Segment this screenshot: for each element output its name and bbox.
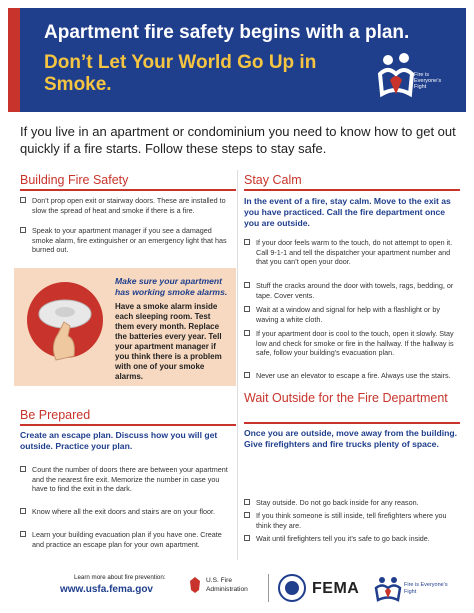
list-item: Stay outside. Do not go back inside for any reason. <box>244 498 458 508</box>
list-item: If your apartment door is cool to the touch, open it slowly. Stay low and check for smoke or fire in the hallway. If the hallway is safe, follow your building’s evacuation plan. <box>244 329 458 358</box>
usfa-seal-icon <box>188 576 202 594</box>
list-item: Don’t prop open exit or stairway doors. These are installed to slow the spread of heat and smoke if there is a fire. <box>20 196 234 215</box>
list-item: Stuff the cracks around the door with towels, rags, bedding, or tape. Cover vents. <box>244 281 458 300</box>
list-item: Wait until firefighters tell you it’s safe to go back inside. <box>244 534 458 544</box>
section-rule <box>244 422 460 424</box>
section-title-outside: Wait Outside for the Fire Department <box>244 391 448 405</box>
calm-lead: In the event of a fire, stay calm. Move to the exit as you have practiced. Call the fire department once you are outside. <box>244 196 451 228</box>
usfa-text: U.S. Fire Administration <box>206 577 248 593</box>
checkbox-icon <box>20 531 26 537</box>
checkbox-icon <box>20 508 26 514</box>
checkbox-icon <box>244 282 250 288</box>
fema-logo-text: FEMA <box>312 580 360 597</box>
list-item: If you think someone is still inside, tell firefighters where you think they are. <box>244 511 458 530</box>
list-item: Count the number of doors there are between your apartment and the nearest fire exit. Memorize the number in case you have to find the exit in the dark. <box>20 465 234 494</box>
dhs-seal-icon <box>278 574 306 602</box>
fire-is-everyones-fight-footer-icon <box>374 574 402 602</box>
section-title-building: Building Fire Safety <box>20 173 129 187</box>
footer-learn-text: Learn more about fire prevention: <box>74 574 166 581</box>
prepared-lead: Create an escape plan. Discuss how you will get outside. Practice your plan. <box>20 430 218 451</box>
checkbox-icon <box>244 499 250 505</box>
checkbox-icon <box>244 535 250 541</box>
section-title-calm: Stay Calm <box>244 173 302 187</box>
checkbox-icon <box>244 239 250 245</box>
list-item: If your door feels warm to the touch, do not attempt to open it. Call 9-1-1 and tell the dispatcher your apartment number and that you can’t open your door. <box>244 238 458 267</box>
checkbox-icon <box>20 197 26 203</box>
outside-lead: Once you are outside, move away from the building. Give firefighters and fire trucks plenty of space. <box>244 428 457 449</box>
intro-text: If you live in an apartment or condominium you need to know how to get out quickly if a fire starts. Follow these steps to stay safe. <box>20 124 456 156</box>
section-rule <box>20 189 236 191</box>
list-item: Never use an elevator to escape a fire. Always use the stairs. <box>244 371 458 381</box>
column-divider <box>237 170 238 560</box>
checkbox-icon <box>244 512 250 518</box>
section-rule <box>20 424 236 426</box>
checkbox-icon <box>244 372 250 378</box>
page-title: Apartment fire safety begins with a plan. <box>44 22 410 43</box>
callout-text: Have a smoke alarm inside each sleeping room. Test them every month. Replace the batteries every year. Tell your apartment manager if you think there is a problem with one of your smoke alarms. <box>115 302 222 381</box>
header-red-stripe <box>8 8 20 112</box>
list-item: Speak to your apartment manager if you see a damaged smoke alarm, fire extinguisher or an emergency light that has burned out. <box>20 226 234 255</box>
header-banner <box>8 8 466 112</box>
list-item: Know where all the exit doors and stairs are on your floor. <box>20 507 234 517</box>
list-item: Learn your building evacuation plan if you have one. Create and practice an escape plan for your own apartment. <box>20 530 234 549</box>
page-subtitle: Don’t Let Your World Go Up in Smoke. <box>44 52 317 95</box>
smoke-alarm-callout <box>14 268 236 386</box>
footer-url-link[interactable]: www.usfa.fema.gov <box>60 584 153 595</box>
checkbox-icon <box>20 227 26 233</box>
footer-separator <box>268 574 269 602</box>
smoke-alarm-hand-icon <box>24 280 106 376</box>
footer-logo-tagline: Fire is Everyone’s Fight <box>404 582 448 595</box>
list-item: Wait at a window and signal for help with a flashlight or by waving a white cloth. <box>244 305 458 324</box>
checkbox-icon <box>244 330 250 336</box>
section-rule <box>244 189 460 191</box>
callout-title: Make sure your apartment has working smoke alarms. <box>115 276 228 297</box>
logo-tagline: Fire is Everyone’s Fight <box>414 72 442 90</box>
checkbox-icon <box>20 466 26 472</box>
checkbox-icon <box>244 306 250 312</box>
section-title-prepared: Be Prepared <box>20 408 91 422</box>
